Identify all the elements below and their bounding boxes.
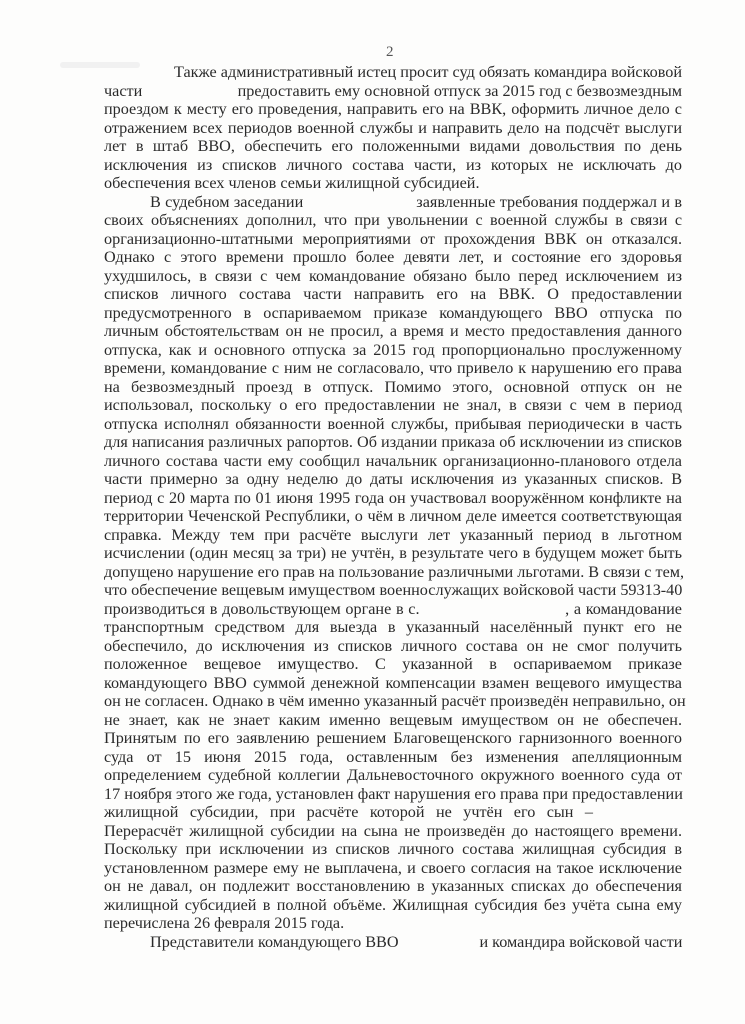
text-line: жилищной субсидией в полной объёме. Жилищная субсидия без учёта сына ему bbox=[104, 895, 682, 914]
text-line: он не давал, он подлежит восстановлению в указанных списках до обеспечения bbox=[104, 877, 682, 895]
text-line: что обеспечение вещевым имуществом военнослужащих войсковой части 59313-40 bbox=[104, 581, 683, 599]
text-line: времени, командование с ним не согласовало, что привело к нарушению его права bbox=[104, 359, 682, 377]
text-line: производиться в довольствующем органе в с. , а командование bbox=[104, 599, 682, 618]
text-line: Принятым по его заявлению решением Благовещенского гарнизонного военного bbox=[104, 729, 682, 747]
text-line: обеспечило, до исключения из списков личного состава он не смог получить bbox=[104, 636, 682, 655]
text-line: проездом к месту его проведения, направить его на ВВК, оформить личное дело с bbox=[104, 100, 682, 118]
text-line: перечислена 26 февраля 2015 года. bbox=[104, 914, 345, 932]
text-line: личного состава части ему сообщил начальник организационно-планового отдела bbox=[104, 451, 682, 470]
text-line: использовал, поскольку о его предоставлении не знал, в связи с чем в период bbox=[104, 396, 682, 414]
text-line: жилищной субсидии, при расчёте которой не учтён его сын – bbox=[104, 803, 682, 821]
text-line: транспортным средством для выезда в указанный населённый пункт его не bbox=[104, 618, 682, 636]
text-line: отпуска, как и основного отпуска за 2015 год пропорционально прослуженному bbox=[104, 340, 682, 359]
page-number: 2 bbox=[386, 44, 394, 60]
text-line: В судебном заседании заявленные требования поддержал и в bbox=[150, 192, 682, 211]
text-line: суда от 15 июня 2015 года, оставленным без изменения апелляционным bbox=[104, 747, 682, 766]
text-line: исключения из списков личного состава части, из которых не исключать до bbox=[104, 155, 682, 174]
text-line: он не согласен. Однако в чём именно указанный расчёт произведён неправильно, он bbox=[104, 692, 686, 710]
text-line: части предоставить ему основной отпуск за 2015 год с безвозмездным bbox=[104, 81, 682, 100]
text-line: отражением всех периодов военной службы и направить дело на подсчёт выслуги bbox=[104, 118, 682, 137]
text-line: отпуска исполнял обязанности военной службы, прибывая периодически в часть bbox=[104, 414, 682, 433]
document-body bbox=[104, 63, 686, 951]
text-line: допущено нарушение его прав на пользование различными льготами. В связи с тем, bbox=[104, 562, 685, 581]
text-line: командующего ВВО суммой денежной компенсации взамен вещевого имущества bbox=[104, 673, 682, 692]
text-line: установленном размере ему не выплачена, и своего согласия на такое исключение bbox=[104, 858, 682, 877]
text-line: период с 20 марта по 01 июня 1995 года он участвовал вооружённом конфликте на bbox=[104, 488, 682, 507]
text-line: не знает, как не знает каким именно вещевым имуществом он не обеспечен. bbox=[104, 710, 682, 729]
text-line: списков личного состава части направить его на ВВК. О предоставлении bbox=[104, 285, 682, 303]
text-line: территории Чеченской Республики, о чём в личном деле имеется соответствующая bbox=[104, 507, 682, 525]
text-line: своих объяснениях дополнил, что при увольнении с военной службы в связи с bbox=[104, 211, 682, 229]
text-line: для написания различных рапортов. Об издании приказа об исключении из списков bbox=[104, 433, 682, 451]
text-line: справка. Между тем при расчёте выслуги лет указанный период в льготном bbox=[104, 525, 682, 544]
text-line: Поскольку при исключении из списков личного состава жилищная субсидия в bbox=[104, 840, 682, 858]
text-line: определением судебной коллегии Дальневосточного окружного военного суда от bbox=[104, 766, 682, 784]
text-line: обеспечения всех членов семьи жилищной субсидией. bbox=[104, 174, 480, 192]
text-line: Однако с этого времени прошло более девяти лет, и состояние его здоровья bbox=[104, 248, 682, 266]
text-line: 17 ноября этого же года, установлен факт нарушения его права при предоставлении bbox=[104, 784, 683, 803]
text-line: лет в штаб ВВО, обеспечить его положенными видами довольствия по день bbox=[104, 137, 682, 155]
text-line: части примерно за одну неделю до даты исключения из указанных списков. В bbox=[104, 470, 682, 488]
text-line: предусмотренного в оспариваемом приказе командующего ВВО отпуска по bbox=[104, 303, 682, 322]
text-line: Перерасчёт жилищной субсидии на сына не произведён до настоящего времени. bbox=[104, 821, 682, 840]
text-line: ухудшилось, в связи с чем командование обязано было перед исключением из bbox=[104, 266, 682, 285]
text-line: Также административный истец просит суд обязать командира войсковой bbox=[174, 63, 682, 81]
text-line: Представители командующего ВВО и командира войсковой части bbox=[150, 932, 683, 951]
text-line: исчислении (один месяц за три) не учтён, в результате чего в будущем может быть bbox=[104, 544, 682, 562]
text-line: положенное вещевое имущество. С указанной в оспариваемом приказе bbox=[104, 655, 682, 673]
text-line: личным обстоятельствам он не просил, а время и место предоставления данного bbox=[104, 322, 682, 340]
text-line: на безвозмездный проезд в отпуск. Помимо этого, основной отпуск он не bbox=[104, 377, 682, 396]
text-line: организационно-штатными мероприятиями от прохождения ВВК он отказался. bbox=[104, 229, 682, 248]
